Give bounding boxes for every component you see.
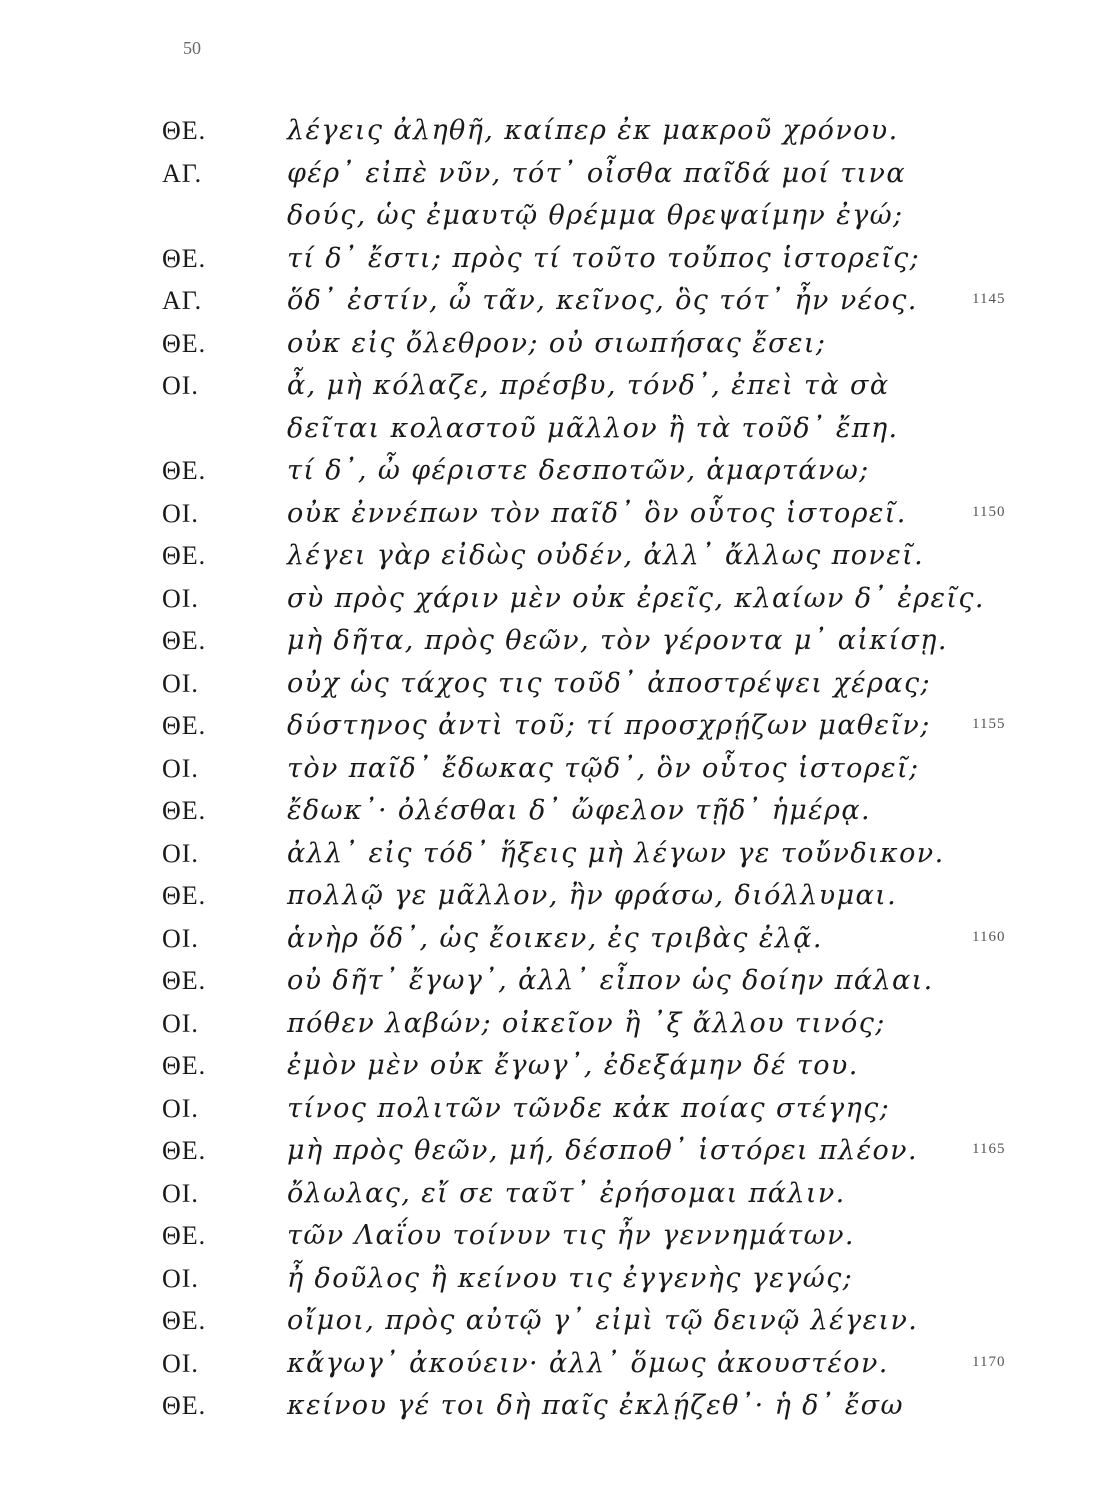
verse-line (0, 454, 1093, 497)
speaker-label: ΘΕ. (162, 966, 207, 995)
speaker-label: ΘΕ. (162, 243, 207, 273)
speaker-label: ΟΙ. (162, 1093, 199, 1123)
speaker-label: ΟΙ. (162, 668, 199, 698)
page-number: 50 (183, 38, 201, 58)
verse-line (0, 1347, 1093, 1390)
speaker-label: ΟΙ. (162, 1263, 199, 1293)
speaker-label: ΘΕ. (162, 1051, 207, 1080)
speaker-label: ΘΕ. (162, 881, 207, 910)
speaker-label: ΘΕ. (162, 456, 207, 485)
speaker-label: ΑΓ. (162, 286, 203, 315)
verse-text: τῶν Λαΐου τοίνυν τις ἦν γεννημάτων. (287, 1220, 855, 1251)
verse-text: τίνος πολιτῶν τῶνδε κἀκ ποίας στέγης; (287, 1092, 891, 1124)
verse-line (0, 497, 1093, 540)
verse-line (0, 752, 1093, 795)
verse-line (0, 582, 1093, 625)
verse-line (0, 794, 1093, 837)
speaker-label: ΘΕ. (162, 1306, 207, 1335)
verse-text: δούς, ὡς ἐμαυτῷ θρέμμα θρεψαίμην ἐγώ; (287, 200, 904, 231)
speaker-label: ΟΙ. (162, 498, 199, 528)
verse-line (0, 242, 1093, 285)
speaker-label: ΑΓ. (162, 158, 203, 188)
verse-text: οὐκ ἐννέπων τὸν παῖδ᾽ ὃν οὗτος ἱστορεῖ. (287, 497, 907, 529)
verse-text: ἐμὸν μὲν οὐκ ἔγωγ᾽, ἐδεξάμην δέ του. (287, 1050, 859, 1081)
verse-text: λέγεις ἀληθῆ, καίπερ ἐκ μακροῦ χρόνου. (287, 115, 899, 146)
verse-text: ἦ δοῦλος ἢ κείνου τις ἐγγενὴς γεγώς; (287, 1262, 854, 1294)
speaker-label: ΟΙ. (162, 838, 199, 868)
verse-text: τί δ᾽, ὦ φέριστε δεσποτῶν, ἁμαρτάνω; (287, 455, 870, 486)
line-number: 1155 (972, 716, 1006, 732)
speaker-label: ΘΕ. (162, 626, 207, 655)
verse-text: ὄλωλας, εἴ σε ταῦτ᾽ ἐρήσομαι πάλιν. (287, 1177, 846, 1209)
verse-line (0, 1092, 1093, 1135)
verse-text: οὐχ ὡς τάχος τις τοῦδ᾽ ἀποστρέψει χέρας; (287, 667, 931, 699)
verse-text: φέρ᾽ εἰπὲ νῦν, τότ᾽ οἶσθα παῖδά μοί τινα (287, 157, 906, 189)
verse-line (0, 1177, 1093, 1220)
verse-text: σὺ πρὸς χάριν μὲν οὐκ ἐρεῖς, κλαίων δ᾽ ἐρεῖς. (287, 582, 985, 614)
verse-text: ἀλλ᾽ εἰς τόδ᾽ ἥξεις μὴ λέγων γε τοὔνδικον. (287, 837, 945, 869)
verse-text: τὸν παῖδ᾽ ἔδωκας τῷδ᾽, ὃν οὗτος ἱστορεῖ; (287, 752, 920, 784)
speaker-label: ΘΕ. (162, 1391, 207, 1420)
verse-text: κἄγωγ᾽ ἀκούειν· ἀλλ᾽ ὅμως ἀκουστέον. (287, 1347, 889, 1379)
verse-line (0, 624, 1093, 667)
line-number: 1160 (972, 928, 1006, 945)
verse-text: ἆ, μὴ κόλαζε, πρέσβυ, τόνδ᾽, ἐπεὶ τὰ σὰ (287, 370, 890, 401)
verse-line (0, 1304, 1093, 1347)
verse-line (0, 539, 1093, 582)
speaker-label: ΟΙ. (162, 923, 199, 953)
verse-line (0, 1262, 1093, 1305)
speaker-label: ΟΙ. (162, 1008, 199, 1038)
verse-text: οἴμοι, πρὸς αὐτῷ γ᾽ εἰμὶ τῷ δεινῷ λέγειν. (287, 1305, 919, 1336)
verse-line (0, 1389, 1093, 1432)
line-number: 1150 (972, 503, 1006, 520)
verse-line (0, 1134, 1093, 1177)
speaker-label: ΟΙ. (162, 753, 199, 783)
speaker-label: ΘΕ. (162, 711, 207, 740)
verse-line (0, 114, 1093, 157)
speaker-label: ΟΙ. (162, 583, 199, 613)
speaker-label: ΟΙ. (162, 371, 199, 400)
line-number: 1145 (972, 291, 1006, 307)
speaker-label: ΘΕ. (162, 541, 207, 570)
speaker-label: ΘΕ. (162, 1136, 207, 1165)
verse-line (0, 412, 1093, 455)
speaker-label: ΟΙ. (162, 1178, 199, 1208)
verse-text: μὴ πρὸς θεῶν, μή, δέσποθ᾽ ἱστόρει πλέον. (287, 1135, 918, 1166)
verse-line (0, 369, 1093, 412)
speaker-label: ΘΕ. (162, 1221, 207, 1250)
speaker-label: ΘΕ. (162, 796, 207, 825)
verse-line (0, 837, 1093, 880)
verse-text: οὐ δῆτ᾽ ἔγωγ᾽, ἀλλ᾽ εἶπον ὡς δοίην πάλαι. (287, 965, 934, 996)
verse-lines (0, 114, 1093, 1432)
verse-line (0, 709, 1093, 752)
verse-line (0, 327, 1093, 370)
verse-text: κείνου γέ τοι δὴ παῖς ἐκλῄζεθ᾽· ἡ δ᾽ ἔσω (287, 1390, 904, 1421)
verse-line (0, 1007, 1093, 1050)
speaker-label: ΘΕ. (162, 116, 207, 145)
verse-text: ἔδωκ᾽· ὀλέσθαι δ᾽ ὤφελον τῇδ᾽ ἡμέρᾳ. (287, 795, 871, 826)
verse-text: ἁνὴρ ὅδ᾽, ὡς ἔοικεν, ἐς τριβὰς ἐλᾷ. (287, 922, 823, 954)
verse-line (0, 1049, 1093, 1092)
line-number: 1165 (972, 1141, 1006, 1157)
line-number: 1170 (972, 1353, 1006, 1370)
verse-text: δύστηνος ἀντὶ τοῦ; τί προσχρῄζων μαθεῖν; (287, 710, 931, 741)
verse-line (0, 667, 1093, 710)
verse-line (0, 964, 1093, 1007)
verse-line (0, 922, 1093, 965)
speaker-label: ΘΕ. (162, 328, 207, 358)
verse-text: πολλῷ γε μᾶλλον, ἢν φράσω, διόλλυμαι. (287, 880, 898, 911)
verse-text: τί δ᾽ ἔστι; πρὸς τί τοῦτο τοὔπος ἱστορεῖς; (287, 242, 921, 274)
verse-line (0, 284, 1093, 327)
verse-text: οὐκ εἰς ὄλεθρον; οὐ σιωπήσας ἔσει; (287, 327, 827, 359)
speaker-label: ΟΙ. (162, 1348, 199, 1378)
verse-text: λέγει γὰρ εἰδὼς οὐδέν, ἀλλ᾽ ἄλλως πονεῖ. (287, 540, 925, 571)
verse-line (0, 199, 1093, 242)
verse-text: δεῖται κολαστοῦ μᾶλλον ἢ τὰ τοῦδ᾽ ἔπη. (287, 412, 899, 444)
verse-line (0, 879, 1093, 922)
verse-text: ὅδ᾽ ἐστίν, ὦ τᾶν, κεῖνος, ὃς τότ᾽ ἦν νέος. (287, 285, 918, 316)
verse-text: πόθεν λαβών; οἰκεῖον ἢ ᾽ξ ἄλλου τινός; (287, 1007, 886, 1039)
verse-line (0, 1219, 1093, 1262)
verse-line (0, 157, 1093, 200)
verse-text: μὴ δῆτα, πρὸς θεῶν, τὸν γέροντα μ᾽ αἰκίσῃ. (287, 625, 948, 656)
